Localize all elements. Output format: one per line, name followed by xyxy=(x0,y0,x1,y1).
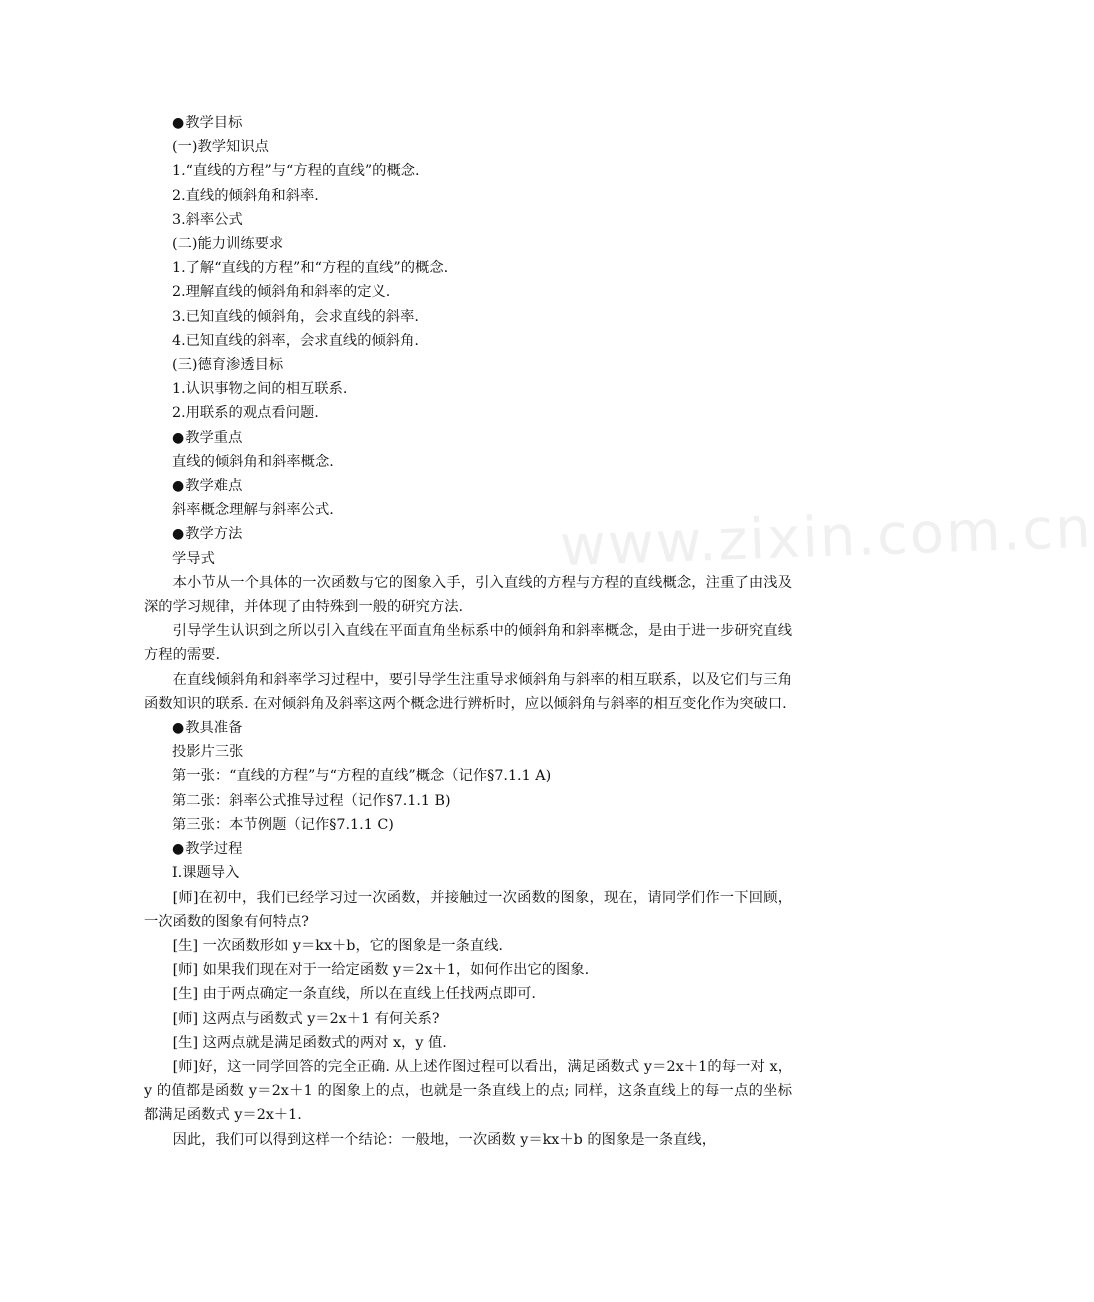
section-heading xyxy=(172,111,792,135)
section-heading-text: 教学难点 xyxy=(185,478,243,495)
paragraph: [生] 这两点就是满足函数式的两对 x，y 值. xyxy=(172,1034,447,1051)
text-line: 2.理解直线的倾斜角和斜率的定义. xyxy=(172,284,391,301)
text-line: 1.“直线的方程”与“方程的直线”的概念. xyxy=(172,163,420,180)
paragraph: [师] 如果我们现在对于一给定函数 y＝2x＋1，如何作出它的图象. xyxy=(172,962,590,979)
text-line: 2.用联系的观点看问题. xyxy=(172,405,319,422)
section-heading-text: 教学目标 xyxy=(185,115,243,131)
paragraph: 引导学生认识到之所以引入直线在平面直角坐标系中的倾斜角和斜率概念，是由于进一步研究直线方程的需要. xyxy=(144,623,792,664)
paragraph: [师]在初中，我们已经学习过一次函数，并接触过一次函数的图象，现在，请同学们作一下回顾，一次函数的图象有何特点? xyxy=(144,889,792,930)
text-line: (一)教学知识点 xyxy=(172,139,269,156)
text-line: 4.已知直线的斜率，会求直线的倾斜角. xyxy=(172,332,419,349)
section-heading-text: 教具准备 xyxy=(185,720,243,737)
watermark: www.zixin.com.cn xyxy=(559,495,1094,580)
section-heading xyxy=(172,837,792,861)
bullet-icon: ● xyxy=(172,841,185,858)
section-heading-text: 教学过程 xyxy=(185,841,243,858)
text-line: 3.已知直线的倾斜角，会求直线的斜率. xyxy=(172,308,419,325)
document-body xyxy=(144,111,792,1152)
text-line: 投影片三张 xyxy=(172,744,244,761)
text-line: Ⅰ.课题导入 xyxy=(172,865,240,882)
text-line: 3.斜率公式 xyxy=(172,211,243,228)
text-line: (二)能力训练要求 xyxy=(172,236,284,253)
section-heading xyxy=(172,426,792,450)
paragraph: [生] 由于两点确定一条直线，所以在直线上任找两点即可. xyxy=(172,986,536,1003)
bullet-icon: ● xyxy=(172,478,185,495)
text-line: 2.直线的倾斜角和斜率. xyxy=(172,187,319,204)
paragraph: 本小节从一个具体的一次函数与它的图象入手，引入直线的方程与方程的直线概念，注重了由浅及深的学习规律，并体现了由特殊到一般的研究方法. xyxy=(144,574,792,616)
bullet-icon: ● xyxy=(172,115,185,131)
text-line: (三)德育渗透目标 xyxy=(172,357,284,374)
paragraph: [生] 一次函数形如 y＝kx＋b，它的图象是一条直线. xyxy=(172,937,503,954)
text-line: 斜率概念理解与斜率公式. xyxy=(172,502,334,519)
section-heading xyxy=(172,522,792,546)
text-line: 学导式 xyxy=(172,550,215,567)
paragraph: [师] 这两点与函数式 y＝2x＋1 有何关系? xyxy=(172,1010,440,1027)
text-line: 第二张：斜率公式推导过程（记作§7.1.1 B) xyxy=(172,792,451,809)
paragraph: 在直线倾斜角和斜率学习过程中，要引导学生注重导求倾斜角与斜率的相互联系，以及它们与三角函数知识的联系. 在对倾斜角及斜率这两个概念进行辨析时，应以倾斜角与斜率的相互变化作为突破口. xyxy=(144,671,792,712)
paragraph: 因此，我们可以得到这样一个结论：一般地，一次函数 y＝kx＋b 的图象是一条直线， xyxy=(172,1131,717,1148)
bullet-icon: ● xyxy=(172,720,185,737)
text-line: 第三张：本节例题（记作§7.1.1 C) xyxy=(172,816,394,833)
text-line: 1.认识事物之间的相互联系. xyxy=(172,381,348,398)
text-line: 第一张：“直线的方程”与“方程的直线”概念（记作§7.1.1 A) xyxy=(172,768,552,785)
text-line: 1.了解“直线的方程”和“方程的直线”的概念. xyxy=(172,260,449,277)
text-line: 直线的倾斜角和斜率概念. xyxy=(172,453,334,470)
paragraph: [师]好，这一同学回答的完全正确. 从上述作图过程可以看出，满足函数式 y＝2x＋1的每一对 x，y 的值都是函数 y＝2x＋1 的图象上的点，也就是一条直线上的点; 同样，这条直线上的每一点的坐标都满足函数式 y＝2x＋1. xyxy=(144,1058,792,1124)
section-heading xyxy=(172,716,792,740)
bullet-icon: ● xyxy=(172,429,185,446)
bullet-icon: ● xyxy=(172,526,185,543)
section-heading xyxy=(172,474,792,498)
section-heading-text: 教学方法 xyxy=(185,526,243,543)
section-heading-text: 教学重点 xyxy=(185,429,243,446)
